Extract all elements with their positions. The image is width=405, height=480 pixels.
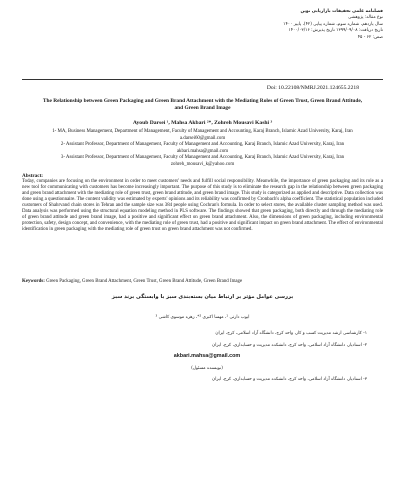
persian-affiliation-3: ۳- استادیار، دانشگاه آزاد اسلامی، واحد کرج، دانشکده مدیریت و حسابداری، کرج، ایران [212, 377, 367, 382]
abstract-heading: Abstract: [22, 173, 44, 179]
author-list: Ayoub Darsei ¹, Mahsa Akbari ²*, Zohreh Mousavi Kashi ³ [132, 120, 273, 126]
abstract-body: Today, companies are focusing on the environment in order to meet customers' needs and fulfill social responsibility. Meanwhile, the importance of green packaging and its role as a new tool for communicating with customers has become increasingly important. The purpose of this study is to eliminate the research gap in the relationship between green packaging and green brand attachment with the mediating role of green trust, green brand attitude, and green brand image. This study is categorized as applied and descriptive. Data collection was done using a questionnaire. The content validity was estimated by experts' opinions and its reliability was confirmed by Cronbach's alpha coefficient. The statistical population included customers of Shahrvand chain stores in Tehran and the sample size was 384 people using Cochran's formula. In order to select stores, the available cluster sampling method was used. Data analysis was performed using the structural equation modeling method in PLS software. The findings showed that green packaging, both directly and through the mediating role of green brand attitude and green brand image, had a positive and significant effect on green brand attachment. Also, the dimensions of green packaging, including environmental protection, safety, design concept, and convenience, with the mediating role of green trust, had a positive and significant impact on green brand attachment. The effect of environmental identification in green packaging with the mediating role of green trust on green brand attachment was not confirmed. [22, 179, 383, 233]
affiliation-3: 3- Assistant Professor, Department of Management, Faculty of Management and Accounting, Karaj Branch, Islamic Azad University, Karaj, Iran [60, 155, 345, 161]
journal-name: فصلنامه علمی تحقیقات بازاریابی نوین [300, 9, 383, 14]
affiliation-1: 1- MA, Business Management, Department of Management, Faculty of Management and Accounting, Karaj Branch, Islamic Azad University, Karaj, Iran [52, 129, 353, 134]
header-divider [22, 79, 383, 80]
persian-affiliation-2: ۲- استادیار، دانشگاه آزاد اسلامی، واحد کرج، دانشکده مدیریت و حسابداری، کرج، ایران [212, 342, 367, 348]
persian-journal-header [123, 9, 383, 41]
persian-title: بررسی عوامل مؤثر بر ارتباط میان بسته‌بندی سبز با وابستگی برند سبز [111, 294, 294, 300]
received-accepted-dates: تاریخ دریافت: ۱۳۹۹/۰۹/۰۸ تاریخ پذیرش: ۱۴۰۰/۰۳/۱۶ [288, 28, 383, 34]
persian-author-list: ایوب دارثی ¹، مهسا اکبری ²*، زهره موسوی کاشی ³ [155, 315, 250, 320]
persian-affiliation-1: ۱- کارشناسی ارشد مدیریت کسب و کار، واحد کرج، دانشگاه آزاد اسلامی، کرج، ایران [215, 331, 367, 336]
paper-title: The Relationship between Green Packaging and Green Brand Attachment with the Mediating Roles of Green Trust, Green Brand Attitude, and Green Brand Image [42, 98, 363, 111]
volume-issue: سال یازدهم، شماره سوم، شماره پیاپی (۴۲)، پاییز ۱۴۰۰ [283, 21, 383, 27]
author-email-2[interactable]: akbari.mahsa@gmail.com [176, 148, 229, 154]
affiliation-2: 2- Assistant Professor, Department of Management, Faculty of Management and Accounting, Karaj Branch, Islamic Azad University, Karaj, Iran [60, 142, 345, 148]
keywords [22, 279, 383, 285]
article-type: نوع مقاله: پژوهشی [348, 15, 383, 21]
keywords-label: Keywords: [22, 279, 45, 284]
affiliations [40, 129, 365, 169]
page-range: صص: ۶۲ - ۴۵ [357, 34, 383, 40]
persian-affiliations [47, 328, 367, 386]
author-email-1[interactable]: a.darsei60@gmail.com [179, 135, 226, 141]
keywords-list: Green Packaging, Green Brand Attachment, Green Trust, Green Brand Attitude, Green Brand Image [46, 279, 243, 284]
corresponding-email[interactable]: akbari.mahsa@gmail.com [173, 353, 241, 359]
doi[interactable]: Doi: 10.22108/NMRJ.2021.124655.2218 [266, 85, 359, 91]
author-email-3[interactable]: zohreh_mousavi_k@yahoo.com [170, 161, 235, 167]
corresponding-author-note: (نویسنده مسئول) [191, 365, 223, 371]
